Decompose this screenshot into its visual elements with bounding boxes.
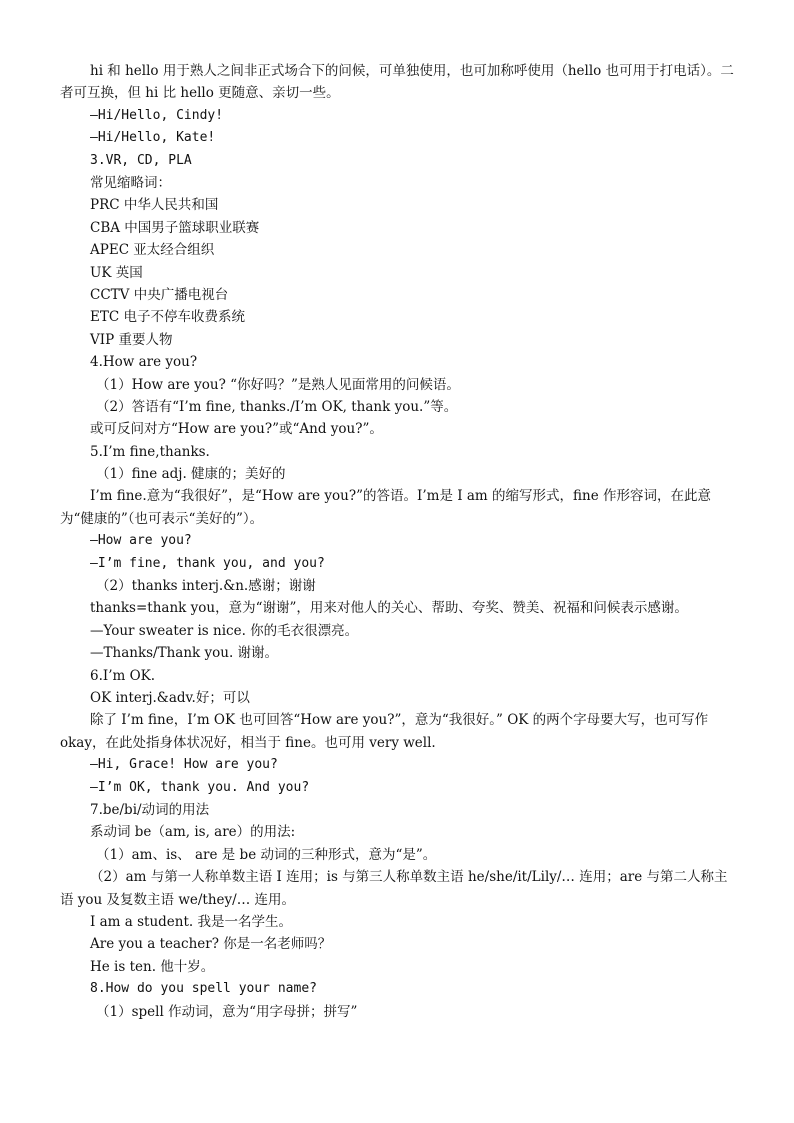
example-line: —Thanks/Thank you. 谢谢。 [90, 645, 279, 662]
section-heading: 5.I’m fine,thanks. [90, 443, 210, 460]
example-line: —Hi/Hello, Kate! [90, 130, 216, 146]
example-line: —Hi/Hello, Cindy! [90, 107, 224, 123]
abbr-item: APEC 亚太经合组织 [90, 242, 215, 259]
example-line: —Your sweater is nice. 你的毛衣很漂亮。 [90, 622, 359, 639]
example-line: —I’m fine, thank you, and you? [90, 555, 325, 571]
text-line: 系动词 be（am, is, are）的用法: [90, 824, 296, 841]
text-line: （1）How are you? “你好吗？”是熟人见面常用的问候语。 [96, 376, 460, 393]
example-line: He is ten. 他十岁。 [90, 958, 215, 975]
text-line: （2）答语有“I’m fine, thanks./I’m OK, thank you.”等。 [96, 398, 458, 415]
abbr-intro: 常见缩略词： [90, 174, 171, 191]
paragraph: （2）am 与第一人称单数主语 I 连用；is 与第三人称单数主语 he/she/it/Lily/… 连用；are 与第二人称主语 you 及复数主语 we/they/… 连用。 [60, 869, 728, 908]
text-line: （1）spell 作动词，意为“用字母拼；拼写” [96, 1003, 358, 1020]
paragraph: thanks=thank you，意为“谢谢”，用来对他人的关心、帮助、夸奖、赞美、祝福和问候表示感谢。 [90, 600, 688, 617]
paragraph: I’m fine.意为“我很好”，是“How are you?”的答语。I’m是 I am 的缩写形式，fine 作形容词，在此意为“健康的”（也可表示“美好的”）。 [60, 488, 711, 527]
example-line: I am a student. 我是一名学生。 [90, 913, 292, 930]
example-line: —How are you? [90, 533, 192, 549]
abbr-item: CCTV 中央广播电视台 [90, 286, 229, 303]
paragraph: 除了 I’m fine，I’m OK 也可回答“How are you?”，意为“我很好。” OK 的两个字母要大写，也可写作 okay，在此处指身体状况好，相当于 fine。也可用 very well. [60, 712, 709, 751]
abbr-item: ETC 电子不停车收费系统 [90, 309, 245, 326]
abbr-item: CBA 中国男子篮球职业联赛 [90, 219, 260, 236]
section-heading: 7.be/bi/动词的用法 [90, 802, 210, 818]
text-line: （1）am、is、 are 是 be 动词的三种形式，意为“是”。 [96, 846, 437, 863]
example-line: Are you a teacher? 你是一名老师吗？ [90, 936, 332, 953]
example-line: —Hi, Grace! How are you? [90, 757, 278, 773]
text-line: （2）thanks interj.&n.感谢；谢谢 [96, 578, 316, 595]
section-heading: 8.How do you spell your name? [90, 981, 317, 997]
text-line: OK interj.&adv.好；可以 [90, 690, 250, 707]
section-heading: 3.VR, CD, PLA [90, 152, 192, 168]
abbr-item: UK 英国 [90, 264, 143, 281]
abbr-item: PRC 中华人民共和国 [90, 197, 219, 214]
example-line: —I’m OK, thank you. And you? [90, 779, 310, 795]
document-page [60, 60, 734, 1023]
text-line: （1）fine adj. 健康的；美好的 [96, 466, 286, 483]
paragraph-hi-hello: hi 和 hello 用于熟人之间非正式场合下的问候，可单独使用，也可加称呼使用（hello 也可用于打电话）。二者可互换，但 hi 比 hello 更随意、亲切一些。 [60, 63, 734, 102]
abbr-item: VIP 重要人物 [90, 331, 173, 348]
section-heading: 6.I’m OK. [90, 667, 156, 684]
section-heading: 4.How are you? [90, 354, 198, 371]
text-line: 或可反问对方“How are you?”或“And you?”。 [90, 421, 383, 438]
